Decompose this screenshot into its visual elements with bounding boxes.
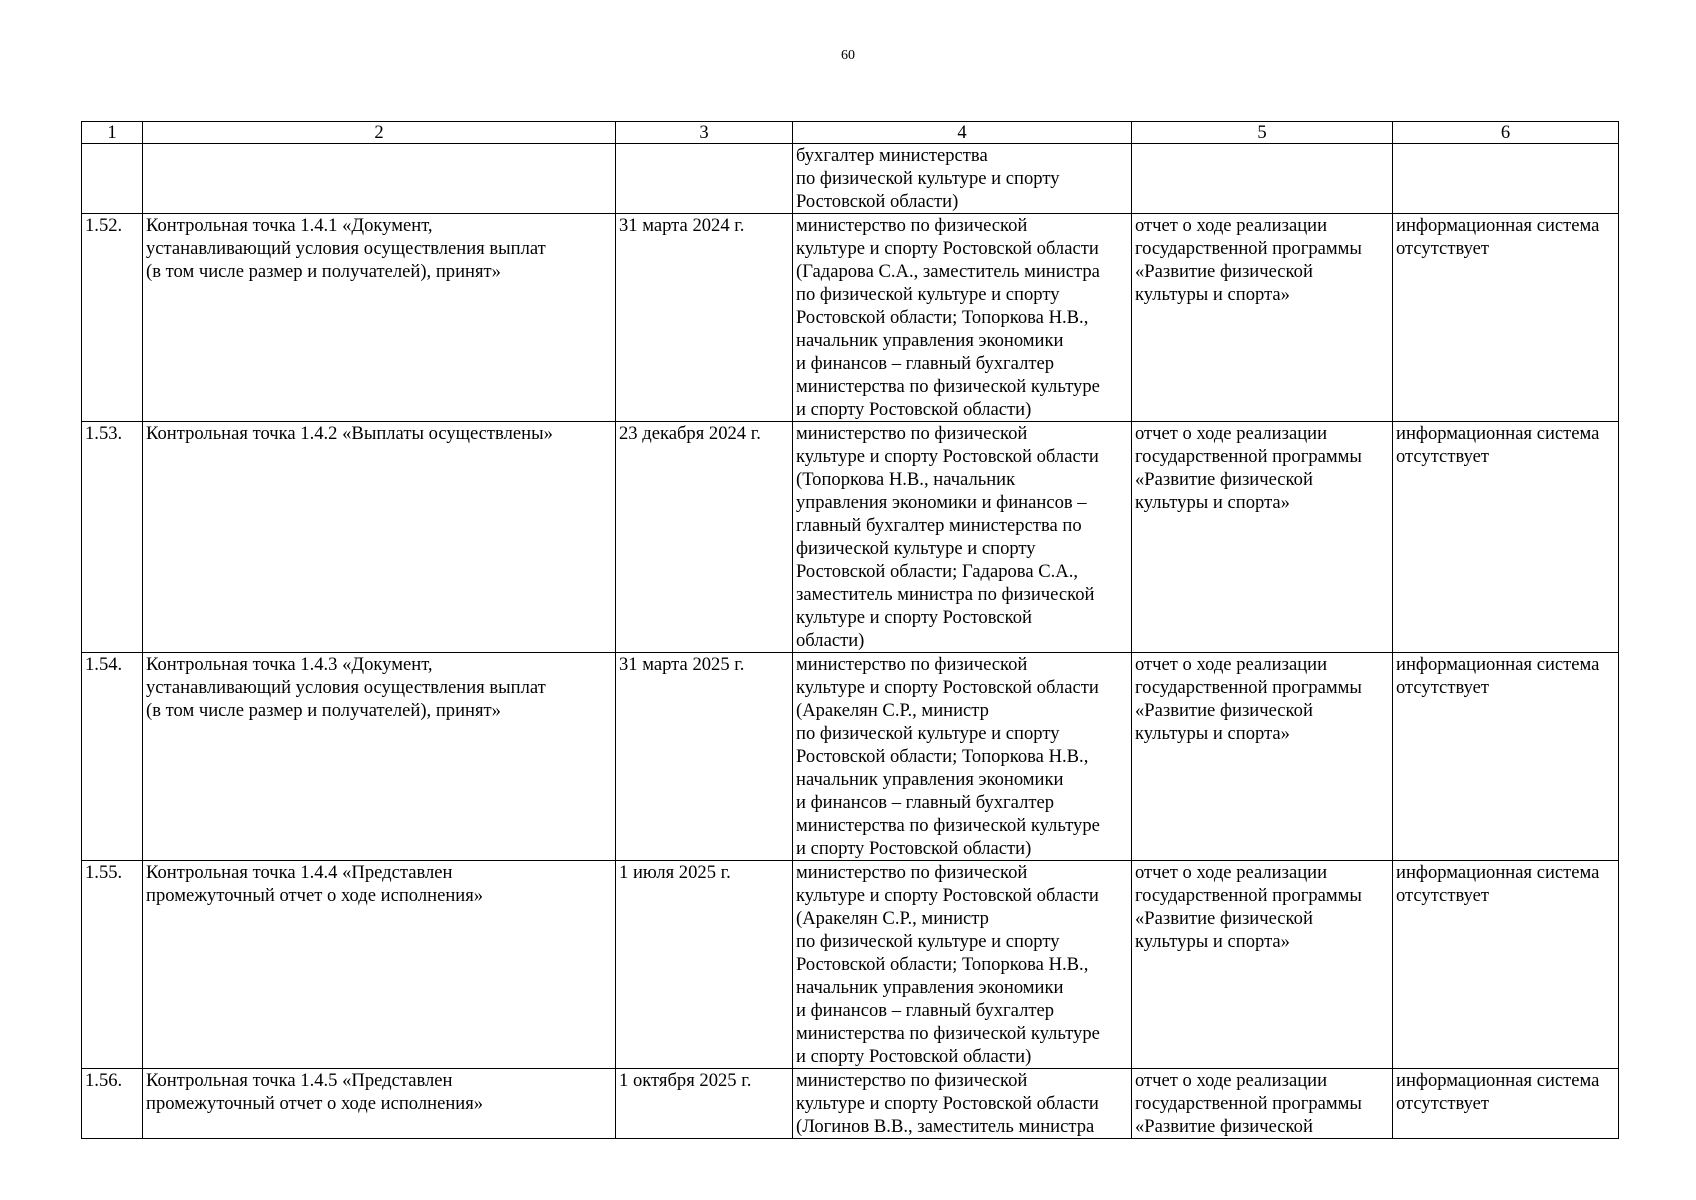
text-line: «Развитие физической: [1135, 469, 1313, 490]
text-line: министерство по физической: [796, 423, 1028, 444]
text-line: и финансов – главный бухгалтер: [796, 1000, 1055, 1021]
cell-system: [1393, 1069, 1619, 1139]
text-line: отсутствует: [1396, 885, 1490, 906]
cell-responsible: [793, 653, 1132, 861]
text-line: Ростовской области; Гадарова С.А.,: [796, 561, 1079, 582]
cell-title: [143, 861, 616, 1069]
text-line: (Топоркова Н.В., начальник: [796, 469, 1016, 490]
cell-number: [82, 144, 143, 214]
text-line: министерства по физической культуре: [796, 815, 1100, 836]
cell-number: 1.52.: [82, 214, 143, 422]
table-row: [82, 422, 1619, 653]
text-line: «Развитие физической: [1135, 261, 1313, 282]
text-line: информационная система: [1396, 423, 1600, 444]
cell-date: 1 июля 2025 г.: [616, 861, 793, 1069]
text-line: (Логинов В.В., заместитель министра: [796, 1116, 1095, 1137]
text-line: министерства по физической культуре: [796, 376, 1100, 397]
text-line: главный бухгалтер министерства по: [796, 515, 1082, 536]
cell-document: [1132, 422, 1393, 653]
text-line: министерство по физической: [796, 215, 1028, 236]
text-line: (в том числе размер и получателей), принят»: [146, 700, 501, 721]
text-line: отчет о ходе реализации: [1135, 1070, 1328, 1091]
text-line: культуре и спорту Ростовской области: [796, 885, 1099, 906]
text-line: культуры и спорта»: [1135, 284, 1290, 305]
cell-date: 31 марта 2024 г.: [616, 214, 793, 422]
cell-system: [1393, 861, 1619, 1069]
header-col-3: 3: [616, 122, 793, 144]
cell-number: 1.53.: [82, 422, 143, 653]
text-line: устанавливающий условия осуществления выплат: [146, 677, 546, 698]
text-line: заместитель министра по физической: [796, 584, 1095, 605]
table-row: [82, 1069, 1619, 1139]
text-line: Контрольная точка 1.4.3 «Документ,: [146, 654, 433, 675]
cell-number: 1.54.: [82, 653, 143, 861]
text-line: и спорту Ростовской области): [796, 399, 1032, 420]
text-line: государственной программы: [1135, 885, 1362, 906]
text-line: по физической культуре и спорту: [796, 723, 1060, 744]
text-line: информационная система: [1396, 862, 1600, 883]
text-line: (Гадарова С.А., заместитель министра: [796, 261, 1100, 282]
text-line: культуре и спорту Ростовской области: [796, 1093, 1099, 1114]
text-line: отчет о ходе реализации: [1135, 423, 1328, 444]
cell-date: 1 октября 2025 г.: [616, 1069, 793, 1139]
cell-system: [1393, 144, 1619, 214]
text-line: министерство по физической: [796, 1070, 1028, 1091]
header-col-4: 4: [793, 122, 1132, 144]
header-row: [82, 122, 1619, 144]
text-line: по физической культуре и спорту: [796, 168, 1060, 189]
table-row: [82, 653, 1619, 861]
text-line: (Аракелян С.Р., министр: [796, 700, 989, 721]
text-line: Ростовской области): [796, 191, 959, 212]
cell-number: 1.55.: [82, 861, 143, 1069]
text-line: и спорту Ростовской области): [796, 838, 1032, 859]
cell-document: [1132, 144, 1393, 214]
text-line: Ростовской области; Топоркова Н.В.,: [796, 954, 1089, 975]
cell-document: [1132, 861, 1393, 1069]
text-line: Контрольная точка 1.4.5 «Представлен: [146, 1070, 453, 1091]
text-line: управления экономики и финансов –: [796, 492, 1087, 513]
text-line: по физической культуре и спорту: [796, 284, 1060, 305]
text-line: государственной программы: [1135, 238, 1362, 259]
cell-responsible: [793, 214, 1132, 422]
cell-system: [1393, 214, 1619, 422]
text-line: и финансов – главный бухгалтер: [796, 792, 1055, 813]
text-line: промежуточный отчет о ходе исполнения»: [146, 885, 484, 906]
text-line: министерства по физической культуре: [796, 1023, 1100, 1044]
text-line: «Развитие физической: [1135, 700, 1313, 721]
cell-title: [143, 144, 616, 214]
text-line: Контрольная точка 1.4.2 «Выплаты осуществлены»: [146, 423, 553, 444]
text-line: министерство по физической: [796, 862, 1028, 883]
text-line: отсутствует: [1396, 677, 1490, 698]
text-line: отсутствует: [1396, 238, 1490, 259]
text-line: отчет о ходе реализации: [1135, 654, 1328, 675]
cell-responsible: [793, 144, 1132, 214]
text-line: отсутствует: [1396, 446, 1490, 467]
table-row: [82, 861, 1619, 1069]
text-line: по физической культуре и спорту: [796, 931, 1060, 952]
header-col-5: 5: [1132, 122, 1393, 144]
text-line: Контрольная точка 1.4.4 «Представлен: [146, 862, 453, 883]
cell-responsible: [793, 422, 1132, 653]
cell-responsible: [793, 861, 1132, 1069]
table-row-continuation: [82, 144, 1619, 214]
text-line: информационная система: [1396, 654, 1600, 675]
cell-title: [143, 653, 616, 861]
header-col-2: 2: [143, 122, 616, 144]
text-line: культуре и спорту Ростовской области: [796, 238, 1099, 259]
text-line: государственной программы: [1135, 677, 1362, 698]
text-line: Ростовской области; Топоркова Н.В.,: [796, 746, 1089, 767]
text-line: министерство по физической: [796, 654, 1028, 675]
cell-number: 1.56.: [82, 1069, 143, 1139]
text-line: начальник управления экономики: [796, 769, 1064, 790]
cell-document: [1132, 1069, 1393, 1139]
text-line: начальник управления экономики: [796, 977, 1064, 998]
text-line: информационная система: [1396, 1070, 1600, 1091]
text-line: государственной программы: [1135, 1093, 1362, 1114]
text-line: культуре и спорту Ростовской: [796, 607, 1032, 628]
cell-title: [143, 422, 616, 653]
cell-date: [616, 144, 793, 214]
header-col-1: 1: [82, 122, 143, 144]
text-line: промежуточный отчет о ходе исполнения»: [146, 1093, 484, 1114]
text-line: отчет о ходе реализации: [1135, 862, 1328, 883]
cell-title: [143, 1069, 616, 1139]
text-line: отчет о ходе реализации: [1135, 215, 1328, 236]
text-line: физической культуре и спорту: [796, 538, 1036, 559]
cell-date: 23 декабря 2024 г.: [616, 422, 793, 653]
text-line: «Развитие физической: [1135, 1116, 1313, 1137]
cell-responsible: [793, 1069, 1132, 1139]
text-line: начальник управления экономики: [796, 330, 1064, 351]
text-line: Контрольная точка 1.4.1 «Документ,: [146, 215, 433, 236]
text-line: информационная система: [1396, 215, 1600, 236]
text-line: отсутствует: [1396, 1093, 1490, 1114]
text-line: культуре и спорту Ростовской области: [796, 446, 1099, 467]
cell-document: [1132, 214, 1393, 422]
cell-date: 31 марта 2025 г.: [616, 653, 793, 861]
cell-system: [1393, 422, 1619, 653]
text-line: государственной программы: [1135, 446, 1362, 467]
text-line: бухгалтер министерства: [796, 145, 988, 166]
text-line: и финансов – главный бухгалтер: [796, 353, 1055, 374]
text-line: (в том числе размер и получателей), принят»: [146, 261, 501, 282]
text-line: устанавливающий условия осуществления выплат: [146, 238, 546, 259]
text-line: культуры и спорта»: [1135, 931, 1290, 952]
page-number: 60: [841, 48, 855, 63]
text-line: области): [796, 630, 865, 651]
text-line: культуре и спорту Ростовской области: [796, 677, 1099, 698]
table-row: [82, 214, 1619, 422]
text-line: культуры и спорта»: [1135, 723, 1290, 744]
cell-title: [143, 214, 616, 422]
cell-system: [1393, 653, 1619, 861]
text-line: Ростовской области; Топоркова Н.В.,: [796, 307, 1089, 328]
text-line: и спорту Ростовской области): [796, 1046, 1032, 1067]
text-line: «Развитие физической: [1135, 908, 1313, 929]
text-line: культуры и спорта»: [1135, 492, 1290, 513]
text-line: (Аракелян С.Р., министр: [796, 908, 989, 929]
cell-document: [1132, 653, 1393, 861]
plan-table: [81, 121, 1619, 1139]
header-col-6: 6: [1393, 122, 1619, 144]
